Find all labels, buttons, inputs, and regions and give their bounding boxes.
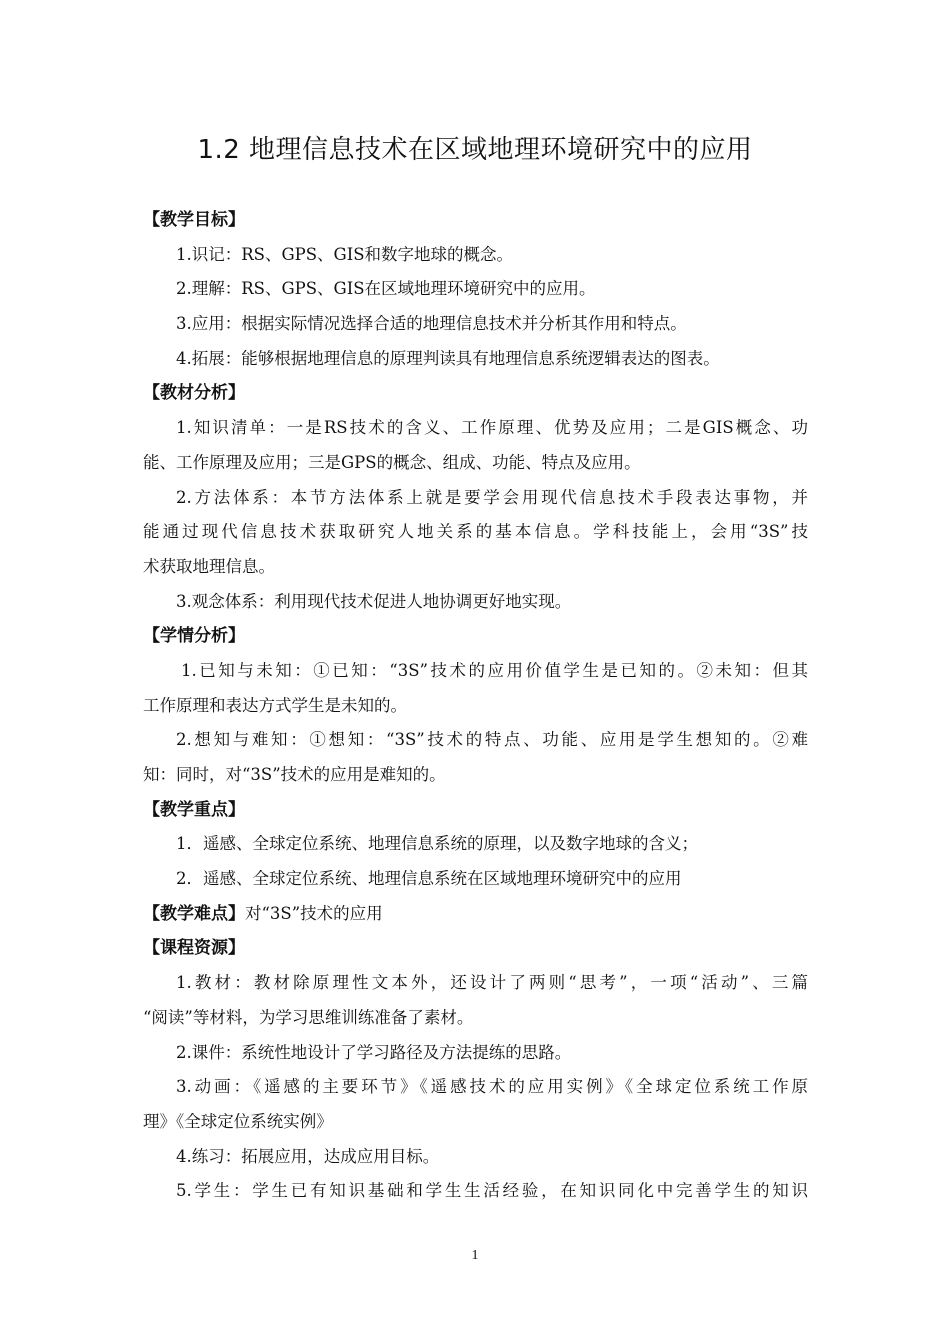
paragraph-line: 2.想知与难知：①想知：“3S”技术的特点、功能、应用是学生想知的。②难 <box>176 730 808 750</box>
paragraph-line: 1.知识清单：一是RS技术的含义、工作原理、优势及应用；二是GIS概念、功 <box>176 418 808 438</box>
section-heading-difficulty <box>143 897 808 932</box>
section-heading-student-analysis: 【学情分析】 <box>143 626 245 647</box>
paragraph-line: 3.动画：《遥感的主要环节》《遥感技术的应用实例》《全球定位系统工作原 <box>176 1077 808 1097</box>
paragraph-line: 4.练习：拓展应用，达成应用目标。 <box>176 1146 440 1166</box>
paragraph-line: 1.教材：教材除原理性文本外，还设计了两则“思考”，一项“活动”、三篇 <box>176 973 808 993</box>
paragraph-line: 1.已知与未知：①已知：“3S”技术的应用价值学生是已知的。②未知：但其 <box>181 660 808 680</box>
paragraph-line: 工作原理和表达方式学生是未知的。 <box>143 695 407 715</box>
goal-item: 4.拓展：能够根据地理信息的原理判读具有地理信息系统逻辑表达的图表。 <box>176 348 720 368</box>
difficulty-text: 对“3S”技术的应用 <box>245 903 383 923</box>
document-title: 1.2 地理信息技术在区域地理环境研究中的应用 <box>197 135 753 165</box>
paragraph-line: 2.课件：系统性地设计了学习路径及方法提练的思路。 <box>176 1042 572 1062</box>
goal-item: 3.应用：根据实际情况选择合适的地理信息技术并分析其作用和特点。 <box>176 314 687 334</box>
page-number: 1 <box>471 1248 479 1263</box>
paragraph-line: 3.观念体系：利用现代技术促进人地协调更好地实现。 <box>176 591 572 611</box>
difficulty-heading-label: 【教学难点】 <box>143 903 245 924</box>
paragraph-line: 5.学生：学生已有知识基础和学生生活经验，在知识同化中完善学生的知识 <box>176 1181 808 1201</box>
goal-item: 1.识记：RS、GPS、GIS和数字地球的概念。 <box>176 244 514 264</box>
paragraph-line: 2.方法体系：本节方法体系上就是要学会用现代信息技术手段表达事物，并 <box>176 487 808 507</box>
section-heading-course-resources: 【课程资源】 <box>143 938 245 959</box>
section-heading-key-points: 【教学重点】 <box>143 799 245 820</box>
paragraph-line: 能通过现代信息技术获取研究人地关系的基本信息。学科技能上，会用“3S”技 <box>143 522 808 542</box>
paragraph-line: 理》《全球定位系统实例》 <box>143 1111 333 1131</box>
paragraph-line: 能、工作原理及应用；三是GPS的概念、组成、功能、特点及应用。 <box>143 452 641 472</box>
paragraph-line: 知：同时，对“3S”技术的应用是难知的。 <box>143 765 446 784</box>
paragraph-line: “阅读”等材料，为学习思维训练准备了素材。 <box>143 1007 474 1027</box>
document-body <box>143 203 808 1209</box>
key-point-item: 2．遥感、全球定位系统、地理信息系统在区域地理环境研究中的应用 <box>176 869 682 889</box>
section-heading-teaching-goals: 【教学目标】 <box>143 210 245 230</box>
goal-item: 2.理解：RS、GPS、GIS在区域地理环境研究中的应用。 <box>176 279 596 299</box>
paragraph-line: 术获取地理信息。 <box>143 556 275 576</box>
key-point-item: 1．遥感、全球定位系统、地理信息系统的原理，以及数字地球的含义； <box>176 834 698 854</box>
section-heading-material-analysis: 【教材分析】 <box>143 383 245 404</box>
